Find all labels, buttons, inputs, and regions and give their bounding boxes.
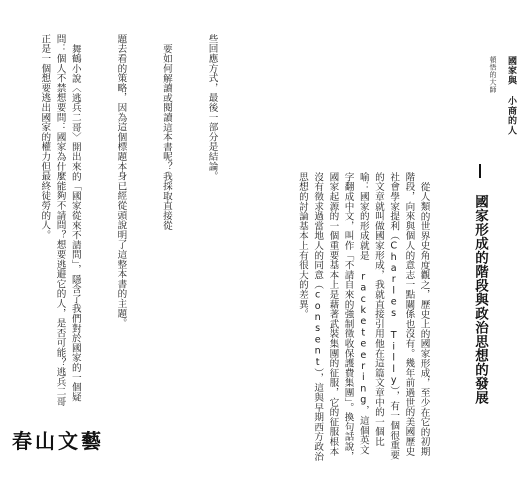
running-book-title: 國家與 小商的人 <box>506 56 516 136</box>
section-heading-text: 國家形成的階段與政治思想的發展 <box>472 194 488 405</box>
left-page-text <box>20 34 250 414</box>
running-header <box>476 44 516 194</box>
page-gutter <box>255 0 265 500</box>
section-heading <box>460 164 490 464</box>
right-page-text <box>272 172 462 464</box>
left-paragraph: 些回應方式，最後一部分是結論。 <box>206 34 218 181</box>
publisher-logo: 春山文藝 <box>12 429 104 453</box>
left-paragraph: 要如何解讀或閱讀這本書呢？我採取直接從 <box>160 43 172 230</box>
series-label: 頓悟的大師 <box>489 56 497 94</box>
left-paragraph: 題去看的策略，因為這個標題本身已經從頭說明了這整本書的主題。 <box>115 34 127 328</box>
left-paragraph: 舞鶴小說〈逃兵二哥〉開出來的「國家從來不請問」，隱含了我們對於國家的一個疑問：個人不禁想要問：國家為什麼能夠不請問？想要逃避它的人，是否可能？逃兵二哥正是一個想要逃出國家的權力但最終徒勞的人。 <box>39 34 81 407</box>
right-paragraph: 從人類的世界史角度觀之，歷史上的國家形成，至少在它的初期階段，向來與個人的意志一點關係也沒有。幾年前過世的美國歷史社會學家提利（Charles Tilly），有一個很重要的文章就叫做國家形成，我就直接引用他在這篇文章中的一個比喻：國家的形成就是 racketeering，這個英文字翻成中文，叫作「不請自來的強制徵收保護費集團」。換句話說，國家起源的一個重要基本上是藉著武裝集團的征服，它的征服根本沒有徵求過當地人的同意（consent），這與早期西方政治思想的討論基本上有很大的差異。 <box>296 172 430 462</box>
